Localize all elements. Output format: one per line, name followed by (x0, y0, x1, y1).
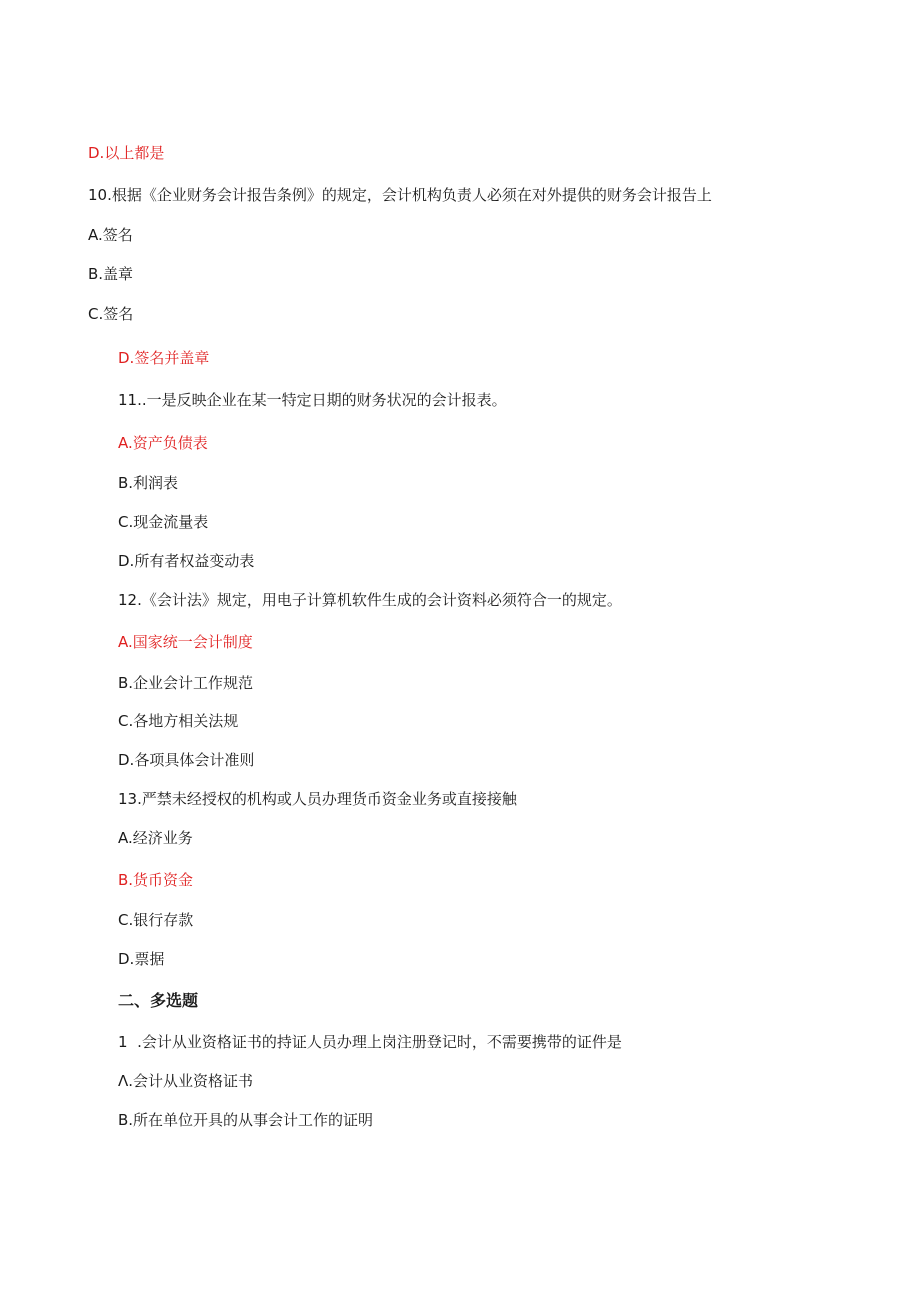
answer-option: A.资产负债表 (118, 434, 208, 452)
answer-option: A.国家统一会计制度 (118, 633, 253, 651)
option-text: C.现金流量表 (118, 513, 209, 531)
option-text: A.签名 (88, 226, 133, 244)
option-text: D.所有者权益变动表 (118, 552, 255, 570)
question-text: 10.根据《企业财务会计报告条例》的规定，会计机构负责人必须在对外提供的财务会计报告上 (88, 186, 712, 204)
option-text: A.经济业务 (118, 829, 193, 847)
option-text: B.盖章 (88, 265, 134, 283)
answer-option: D.签名并盖章 (118, 349, 210, 367)
option-text: D.票据 (118, 950, 165, 968)
answer-option: B.货币资金 (118, 871, 194, 889)
option-text: C.签名 (88, 305, 134, 323)
question-text: 12.《会计法》规定，用电子计算机软件生成的会计资料必须符合一的规定。 (118, 591, 622, 609)
section-heading: 二、多选题 (118, 991, 199, 1010)
question-text: 1 .会计从业资格证书的持证人员办理上岗注册登记时，不需要携带的证件是 (118, 1033, 622, 1051)
option-text: D.各项具体会计准则 (118, 751, 255, 769)
question-text: 13.严禁未经授权的机构或人员办理货币资金业务或直接接触 (118, 790, 517, 808)
question-text: 11..一是反映企业在某一特定日期的财务状况的会计报表。 (118, 391, 507, 409)
answer-option: D.以上都是 (88, 144, 165, 162)
option-text: C.银行存款 (118, 911, 194, 929)
option-text: B.企业会计工作规范 (118, 674, 254, 692)
option-text: B.所在单位开具的从事会计工作的证明 (118, 1111, 374, 1129)
option-text: Λ.会计从业资格证书 (118, 1072, 254, 1090)
option-text: B.利润表 (118, 474, 179, 492)
option-text: C.各地方相关法规 (118, 712, 239, 730)
